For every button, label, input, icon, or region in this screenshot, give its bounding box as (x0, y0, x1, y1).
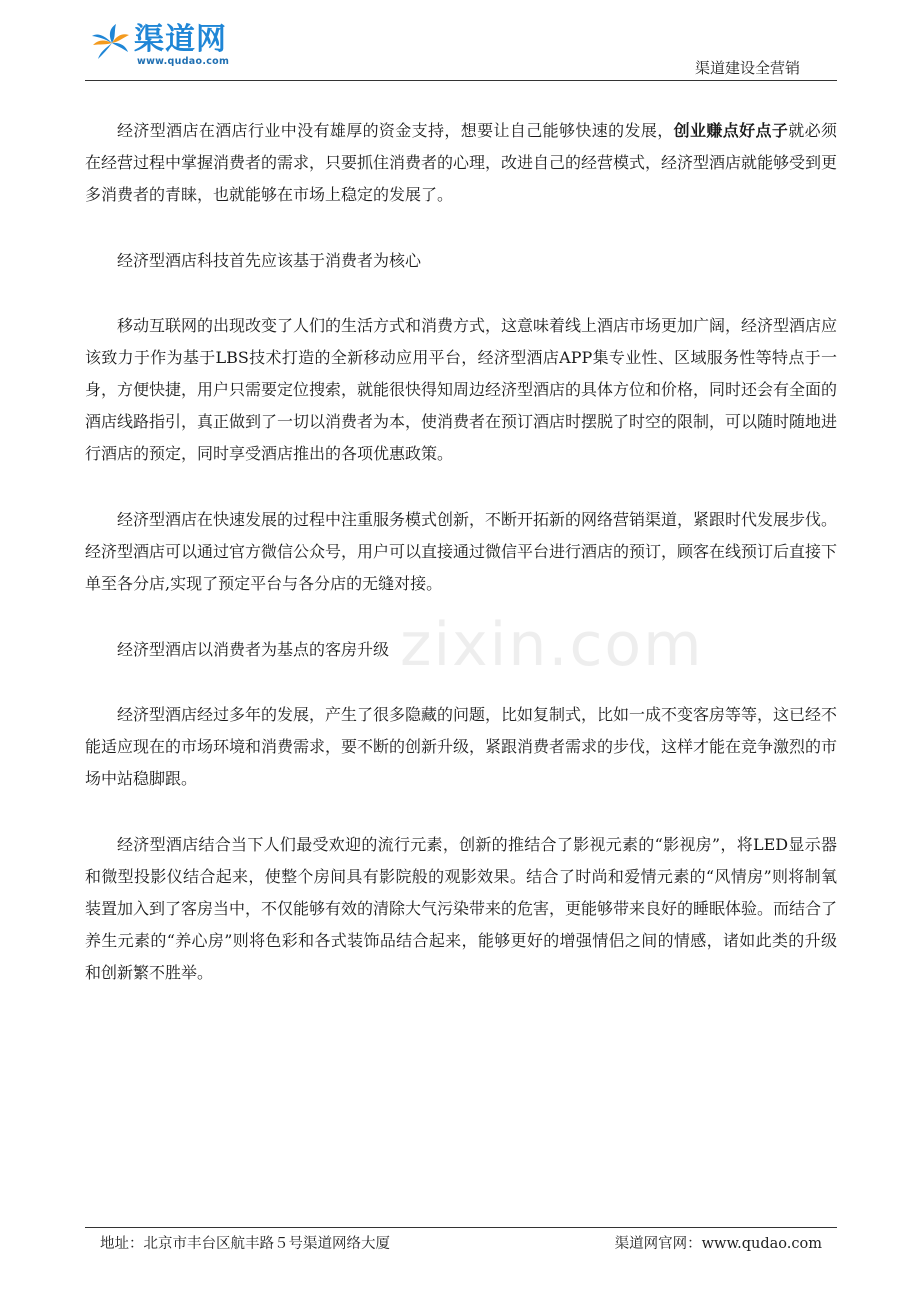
footer-divider (85, 1227, 837, 1228)
page-header (0, 0, 920, 82)
footer-address: 地址：北京市丰台区航丰路５号渠道网络大厦 (100, 1236, 390, 1252)
logo-name: 渠道网 (134, 22, 227, 57)
paragraph-mobile-internet: 移动互联网的出现改变了人们的生活方式和消费方式，这意味着线上酒店市场更加广阔，经济型酒店应该致力于作为基于LBS技术打造的全新移动应用平台，经济型酒店APP集专业性、区域服务性等特点于一身，方便快捷，用户只需要定位搜索，就能很快得知周边经济型酒店的具体方位和价格，同时还会有全面的酒店线路指引，真正做到了一切以消费者为本，使消费者在预订酒店时摆脱了时空的限制，可以随时随地进行酒店的预定，同时享受酒店推出的各项优惠政策。 (85, 316, 838, 463)
watermark: zixin.com (400, 610, 704, 680)
section-heading-tech: 经济型酒店科技首先应该基于消费者为核心 (117, 251, 422, 270)
article-body (85, 115, 837, 1023)
qudao-logo (88, 20, 258, 76)
paragraph-hidden-problems: 经济型酒店经过多年的发展，产生了很多隐藏的问题，比如复制式，比如一成不变客房等等，这已经不能适应现在的市场环境和消费需求，要不断的创新升级，紧跟消费者需求的步伐，这样才能在竞争激烈的市场中站稳脚跟。 (85, 705, 838, 788)
paragraph-themed-rooms: 经济型酒店结合当下人们最受欢迎的流行元素，创新的推结合了影视元素的“影视房”，将LED显示器和微型投影仪结合起来，使整个房间具有影院般的观影效果。结合了时尚和爱情元素的“风情房”则将制氧装置加入到了客房当中，不仅能够有效的清除大气污染带来的危害，更能够带来良好的睡眠体验。而结合了养生元素的“养心房”则将色彩和各式装饰品结合起来，能够更好的增强情侣之间的情感，诸如此类的升级和创新繁不胜举。 (85, 835, 838, 982)
paragraph-text: 经济型酒店在酒店行业中没有雄厚的资金支持，想要让自己能够快速的发展， (117, 121, 674, 140)
header-slogan: 渠道建设全营销 (694, 59, 800, 77)
logo-url[interactable]: www.qudao.com (137, 56, 230, 67)
keyword-link[interactable]: 创业赚点好点子 (673, 121, 789, 140)
paragraph-1 (85, 115, 837, 211)
logo-burst-icon (88, 20, 134, 66)
footer-website[interactable]: 渠道网官网：www.qudao.com (614, 1236, 822, 1252)
paragraph-text: 就必须在经营过程中掌握消费者的需求，只要抓住消费者的心理，改进自己的经营模式，经济型酒店就能够受到更多消费者的青睐，也就能够在市场上稳定的发展了。 (85, 121, 838, 204)
section-heading-room-upgrade: 经济型酒店以消费者为基点的客房升级 (117, 640, 390, 659)
header-divider (85, 80, 837, 81)
paragraph-service-innovation: 经济型酒店在快速发展的过程中注重服务模式创新，不断开拓新的网络营销渠道，紧跟时代发展步伐。经济型酒店可以通过官方微信公众号，用户可以直接通过微信平台进行酒店的预订，顾客在线预订后直接下单至各分店,实现了预定平台与各分店的无缝对接。 (85, 510, 838, 593)
